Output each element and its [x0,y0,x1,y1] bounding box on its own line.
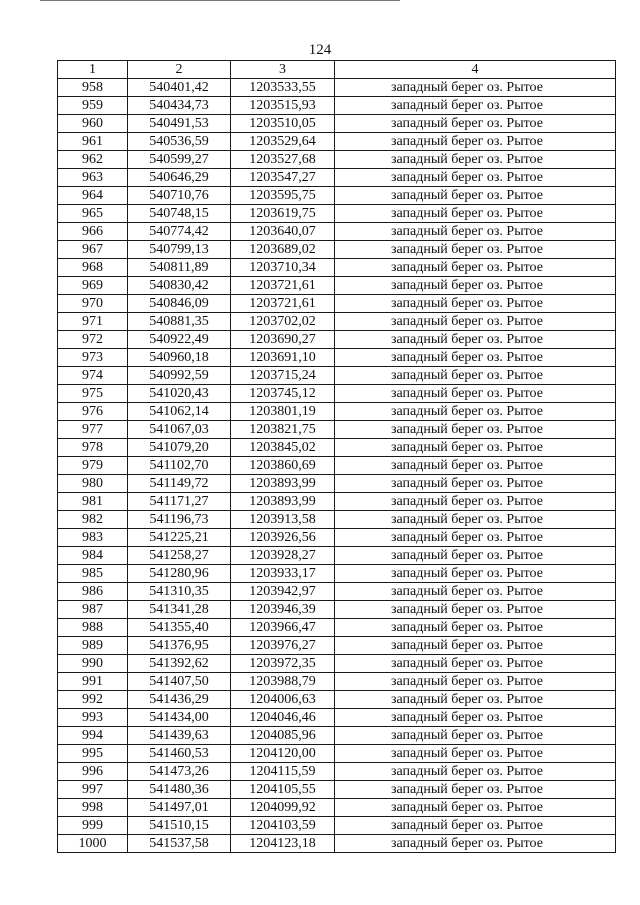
y-coordinate-cell: 1203510,05 [231,115,335,133]
point-number-cell: 974 [58,367,128,385]
table-row [58,529,616,547]
table-row [58,331,616,349]
table-row [58,439,616,457]
point-number-cell: 987 [58,601,128,619]
x-coordinate-cell: 541460,53 [128,745,231,763]
y-coordinate-cell: 1204105,55 [231,781,335,799]
y-coordinate-cell: 1203619,75 [231,205,335,223]
description-cell: западный берег оз. Рытое [335,403,616,421]
x-coordinate-cell: 540434,73 [128,97,231,115]
y-coordinate-cell: 1204123,18 [231,835,335,853]
point-number-cell: 989 [58,637,128,655]
point-number-cell: 994 [58,727,128,745]
point-number-cell: 979 [58,457,128,475]
table-row [58,745,616,763]
description-cell: западный берег оз. Рытое [335,727,616,745]
y-coordinate-cell: 1203926,56 [231,529,335,547]
x-coordinate-cell: 540830,42 [128,277,231,295]
table-row [58,655,616,673]
description-cell: западный берег оз. Рытое [335,133,616,151]
point-number-cell: 978 [58,439,128,457]
point-number-cell: 998 [58,799,128,817]
x-coordinate-cell: 540536,59 [128,133,231,151]
y-coordinate-cell: 1203689,02 [231,241,335,259]
point-number-cell: 968 [58,259,128,277]
point-number-cell: 977 [58,421,128,439]
point-number-cell: 973 [58,349,128,367]
description-cell: западный берег оз. Рытое [335,421,616,439]
x-coordinate-cell: 540799,13 [128,241,231,259]
page-number: 124 [308,42,332,58]
table-row [58,781,616,799]
x-coordinate-cell: 541102,70 [128,457,231,475]
point-number-cell: 985 [58,565,128,583]
x-coordinate-cell: 541020,43 [128,385,231,403]
table-header-row [58,61,616,79]
description-cell: западный берег оз. Рытое [335,205,616,223]
description-cell: западный берег оз. Рытое [335,115,616,133]
x-coordinate-cell: 540491,53 [128,115,231,133]
y-coordinate-cell: 1203893,99 [231,475,335,493]
table-row [58,475,616,493]
table-row [58,583,616,601]
x-coordinate-cell: 540881,35 [128,313,231,331]
point-number-cell: 960 [58,115,128,133]
table-row [58,547,616,565]
y-coordinate-cell: 1203801,19 [231,403,335,421]
point-number-cell: 997 [58,781,128,799]
table-row [58,835,616,853]
column-header-2: 2 [128,61,231,79]
point-number-cell: 988 [58,619,128,637]
point-number-cell: 964 [58,187,128,205]
description-cell: западный берег оз. Рытое [335,529,616,547]
y-coordinate-cell: 1203745,12 [231,385,335,403]
description-cell: западный берег оз. Рытое [335,187,616,205]
table-row [58,367,616,385]
description-cell: западный берег оз. Рытое [335,295,616,313]
description-cell: западный берег оз. Рытое [335,709,616,727]
point-number-cell: 969 [58,277,128,295]
description-cell: западный берег оз. Рытое [335,619,616,637]
description-cell: западный берег оз. Рытое [335,691,616,709]
point-number-cell: 999 [58,817,128,835]
description-cell: западный берег оз. Рытое [335,349,616,367]
description-cell: западный берег оз. Рытое [335,583,616,601]
table-row [58,403,616,421]
description-cell: западный берег оз. Рытое [335,547,616,565]
x-coordinate-cell: 540646,29 [128,169,231,187]
table-row [58,277,616,295]
y-coordinate-cell: 1204085,96 [231,727,335,745]
table-row [58,133,616,151]
y-coordinate-cell: 1203966,47 [231,619,335,637]
x-coordinate-cell: 541407,50 [128,673,231,691]
description-cell: западный берег оз. Рытое [335,601,616,619]
y-coordinate-cell: 1203893,99 [231,493,335,511]
y-coordinate-cell: 1203721,61 [231,277,335,295]
y-coordinate-cell: 1204046,46 [231,709,335,727]
x-coordinate-cell: 540774,42 [128,223,231,241]
description-cell: западный берег оз. Рытое [335,781,616,799]
point-number-cell: 963 [58,169,128,187]
description-cell: западный берег оз. Рытое [335,511,616,529]
table-row [58,259,616,277]
column-header-3: 3 [231,61,335,79]
description-cell: западный берег оз. Рытое [335,817,616,835]
description-cell: западный берег оз. Рытое [335,673,616,691]
x-coordinate-cell: 540710,76 [128,187,231,205]
y-coordinate-cell: 1203595,75 [231,187,335,205]
point-number-cell: 971 [58,313,128,331]
point-number-cell: 992 [58,691,128,709]
x-coordinate-cell: 541537,58 [128,835,231,853]
description-cell: западный берег оз. Рытое [335,313,616,331]
y-coordinate-cell: 1203533,55 [231,79,335,97]
description-cell: западный берег оз. Рытое [335,637,616,655]
point-number-cell: 982 [58,511,128,529]
x-coordinate-cell: 541310,35 [128,583,231,601]
point-number-cell: 972 [58,331,128,349]
column-header-4: 4 [335,61,616,79]
table-row [58,79,616,97]
y-coordinate-cell: 1204103,59 [231,817,335,835]
x-coordinate-cell: 541149,72 [128,475,231,493]
x-coordinate-cell: 541392,62 [128,655,231,673]
table-row [58,565,616,583]
x-coordinate-cell: 541067,03 [128,421,231,439]
column-header-1: 1 [58,61,128,79]
point-number-cell: 966 [58,223,128,241]
point-number-cell: 958 [58,79,128,97]
table-row [58,493,616,511]
x-coordinate-cell: 541079,20 [128,439,231,457]
table-row [58,673,616,691]
y-coordinate-cell: 1203710,34 [231,259,335,277]
x-coordinate-cell: 541280,96 [128,565,231,583]
description-cell: западный берег оз. Рытое [335,385,616,403]
description-cell: западный берег оз. Рытое [335,745,616,763]
y-coordinate-cell: 1203640,07 [231,223,335,241]
description-cell: западный берег оз. Рытое [335,223,616,241]
scan-edge-line [40,0,400,1]
y-coordinate-cell: 1203913,58 [231,511,335,529]
x-coordinate-cell: 540922,49 [128,331,231,349]
point-number-cell: 976 [58,403,128,421]
table-row [58,223,616,241]
point-number-cell: 959 [58,97,128,115]
x-coordinate-cell: 541062,14 [128,403,231,421]
y-coordinate-cell: 1203821,75 [231,421,335,439]
x-coordinate-cell: 541355,40 [128,619,231,637]
x-coordinate-cell: 540992,59 [128,367,231,385]
x-coordinate-cell: 540960,18 [128,349,231,367]
y-coordinate-cell: 1203933,17 [231,565,335,583]
x-coordinate-cell: 541510,15 [128,817,231,835]
description-cell: западный берег оз. Рытое [335,331,616,349]
point-number-cell: 967 [58,241,128,259]
x-coordinate-cell: 541196,73 [128,511,231,529]
y-coordinate-cell: 1203515,93 [231,97,335,115]
point-number-cell: 995 [58,745,128,763]
point-number-cell: 984 [58,547,128,565]
point-number-cell: 996 [58,763,128,781]
point-number-cell: 991 [58,673,128,691]
description-cell: западный берег оз. Рытое [335,439,616,457]
point-number-cell: 993 [58,709,128,727]
table-row [58,169,616,187]
point-number-cell: 965 [58,205,128,223]
table-row [58,187,616,205]
y-coordinate-cell: 1203942,97 [231,583,335,601]
table-row [58,457,616,475]
table-row [58,727,616,745]
table-row [58,295,616,313]
table-row [58,205,616,223]
point-number-cell: 980 [58,475,128,493]
y-coordinate-cell: 1204099,92 [231,799,335,817]
x-coordinate-cell: 541258,27 [128,547,231,565]
table-row [58,799,616,817]
x-coordinate-cell: 541497,01 [128,799,231,817]
description-cell: западный берег оз. Рытое [335,277,616,295]
x-coordinate-cell: 541480,36 [128,781,231,799]
y-coordinate-cell: 1203691,10 [231,349,335,367]
y-coordinate-cell: 1203928,27 [231,547,335,565]
table-row [58,313,616,331]
table-row [58,709,616,727]
point-number-cell: 962 [58,151,128,169]
y-coordinate-cell: 1203690,27 [231,331,335,349]
description-cell: западный берег оз. Рытое [335,151,616,169]
description-cell: западный берег оз. Рытое [335,565,616,583]
description-cell: западный берег оз. Рытое [335,655,616,673]
description-cell: западный берег оз. Рытое [335,169,616,187]
table-row [58,817,616,835]
x-coordinate-cell: 541376,95 [128,637,231,655]
description-cell: западный берег оз. Рытое [335,799,616,817]
point-number-cell: 981 [58,493,128,511]
x-coordinate-cell: 540846,09 [128,295,231,313]
table-row [58,151,616,169]
x-coordinate-cell: 540811,89 [128,259,231,277]
x-coordinate-cell: 540748,15 [128,205,231,223]
x-coordinate-cell: 541436,29 [128,691,231,709]
table-row [58,601,616,619]
point-number-cell: 986 [58,583,128,601]
description-cell: западный берег оз. Рытое [335,457,616,475]
coordinates-table [57,60,616,853]
point-number-cell: 975 [58,385,128,403]
table-row [58,691,616,709]
table-row [58,619,616,637]
y-coordinate-cell: 1203946,39 [231,601,335,619]
table-row [58,115,616,133]
point-number-cell: 1000 [58,835,128,853]
x-coordinate-cell: 541341,28 [128,601,231,619]
description-cell: западный берег оз. Рытое [335,367,616,385]
table-row [58,97,616,115]
y-coordinate-cell: 1204006,63 [231,691,335,709]
table-row [58,241,616,259]
y-coordinate-cell: 1204115,59 [231,763,335,781]
point-number-cell: 990 [58,655,128,673]
point-number-cell: 961 [58,133,128,151]
y-coordinate-cell: 1203527,68 [231,151,335,169]
y-coordinate-cell: 1204120,00 [231,745,335,763]
description-cell: западный берег оз. Рытое [335,241,616,259]
description-cell: западный берег оз. Рытое [335,475,616,493]
description-cell: западный берег оз. Рытое [335,835,616,853]
coordinates-table-body [58,61,616,853]
table-row [58,637,616,655]
x-coordinate-cell: 541473,26 [128,763,231,781]
table-row [58,385,616,403]
description-cell: западный берег оз. Рытое [335,79,616,97]
description-cell: западный берег оз. Рытое [335,259,616,277]
table-row [58,421,616,439]
y-coordinate-cell: 1203702,02 [231,313,335,331]
table-row [58,349,616,367]
point-number-cell: 983 [58,529,128,547]
y-coordinate-cell: 1203845,02 [231,439,335,457]
x-coordinate-cell: 541439,63 [128,727,231,745]
x-coordinate-cell: 541171,27 [128,493,231,511]
y-coordinate-cell: 1203972,35 [231,655,335,673]
point-number-cell: 970 [58,295,128,313]
x-coordinate-cell: 540401,42 [128,79,231,97]
x-coordinate-cell: 541225,21 [128,529,231,547]
y-coordinate-cell: 1203529,64 [231,133,335,151]
y-coordinate-cell: 1203976,27 [231,637,335,655]
x-coordinate-cell: 541434,00 [128,709,231,727]
description-cell: западный берег оз. Рытое [335,97,616,115]
description-cell: западный берег оз. Рытое [335,493,616,511]
y-coordinate-cell: 1203715,24 [231,367,335,385]
table-row [58,511,616,529]
y-coordinate-cell: 1203721,61 [231,295,335,313]
y-coordinate-cell: 1203860,69 [231,457,335,475]
y-coordinate-cell: 1203988,79 [231,673,335,691]
x-coordinate-cell: 540599,27 [128,151,231,169]
y-coordinate-cell: 1203547,27 [231,169,335,187]
table-row [58,763,616,781]
description-cell: западный берег оз. Рытое [335,763,616,781]
